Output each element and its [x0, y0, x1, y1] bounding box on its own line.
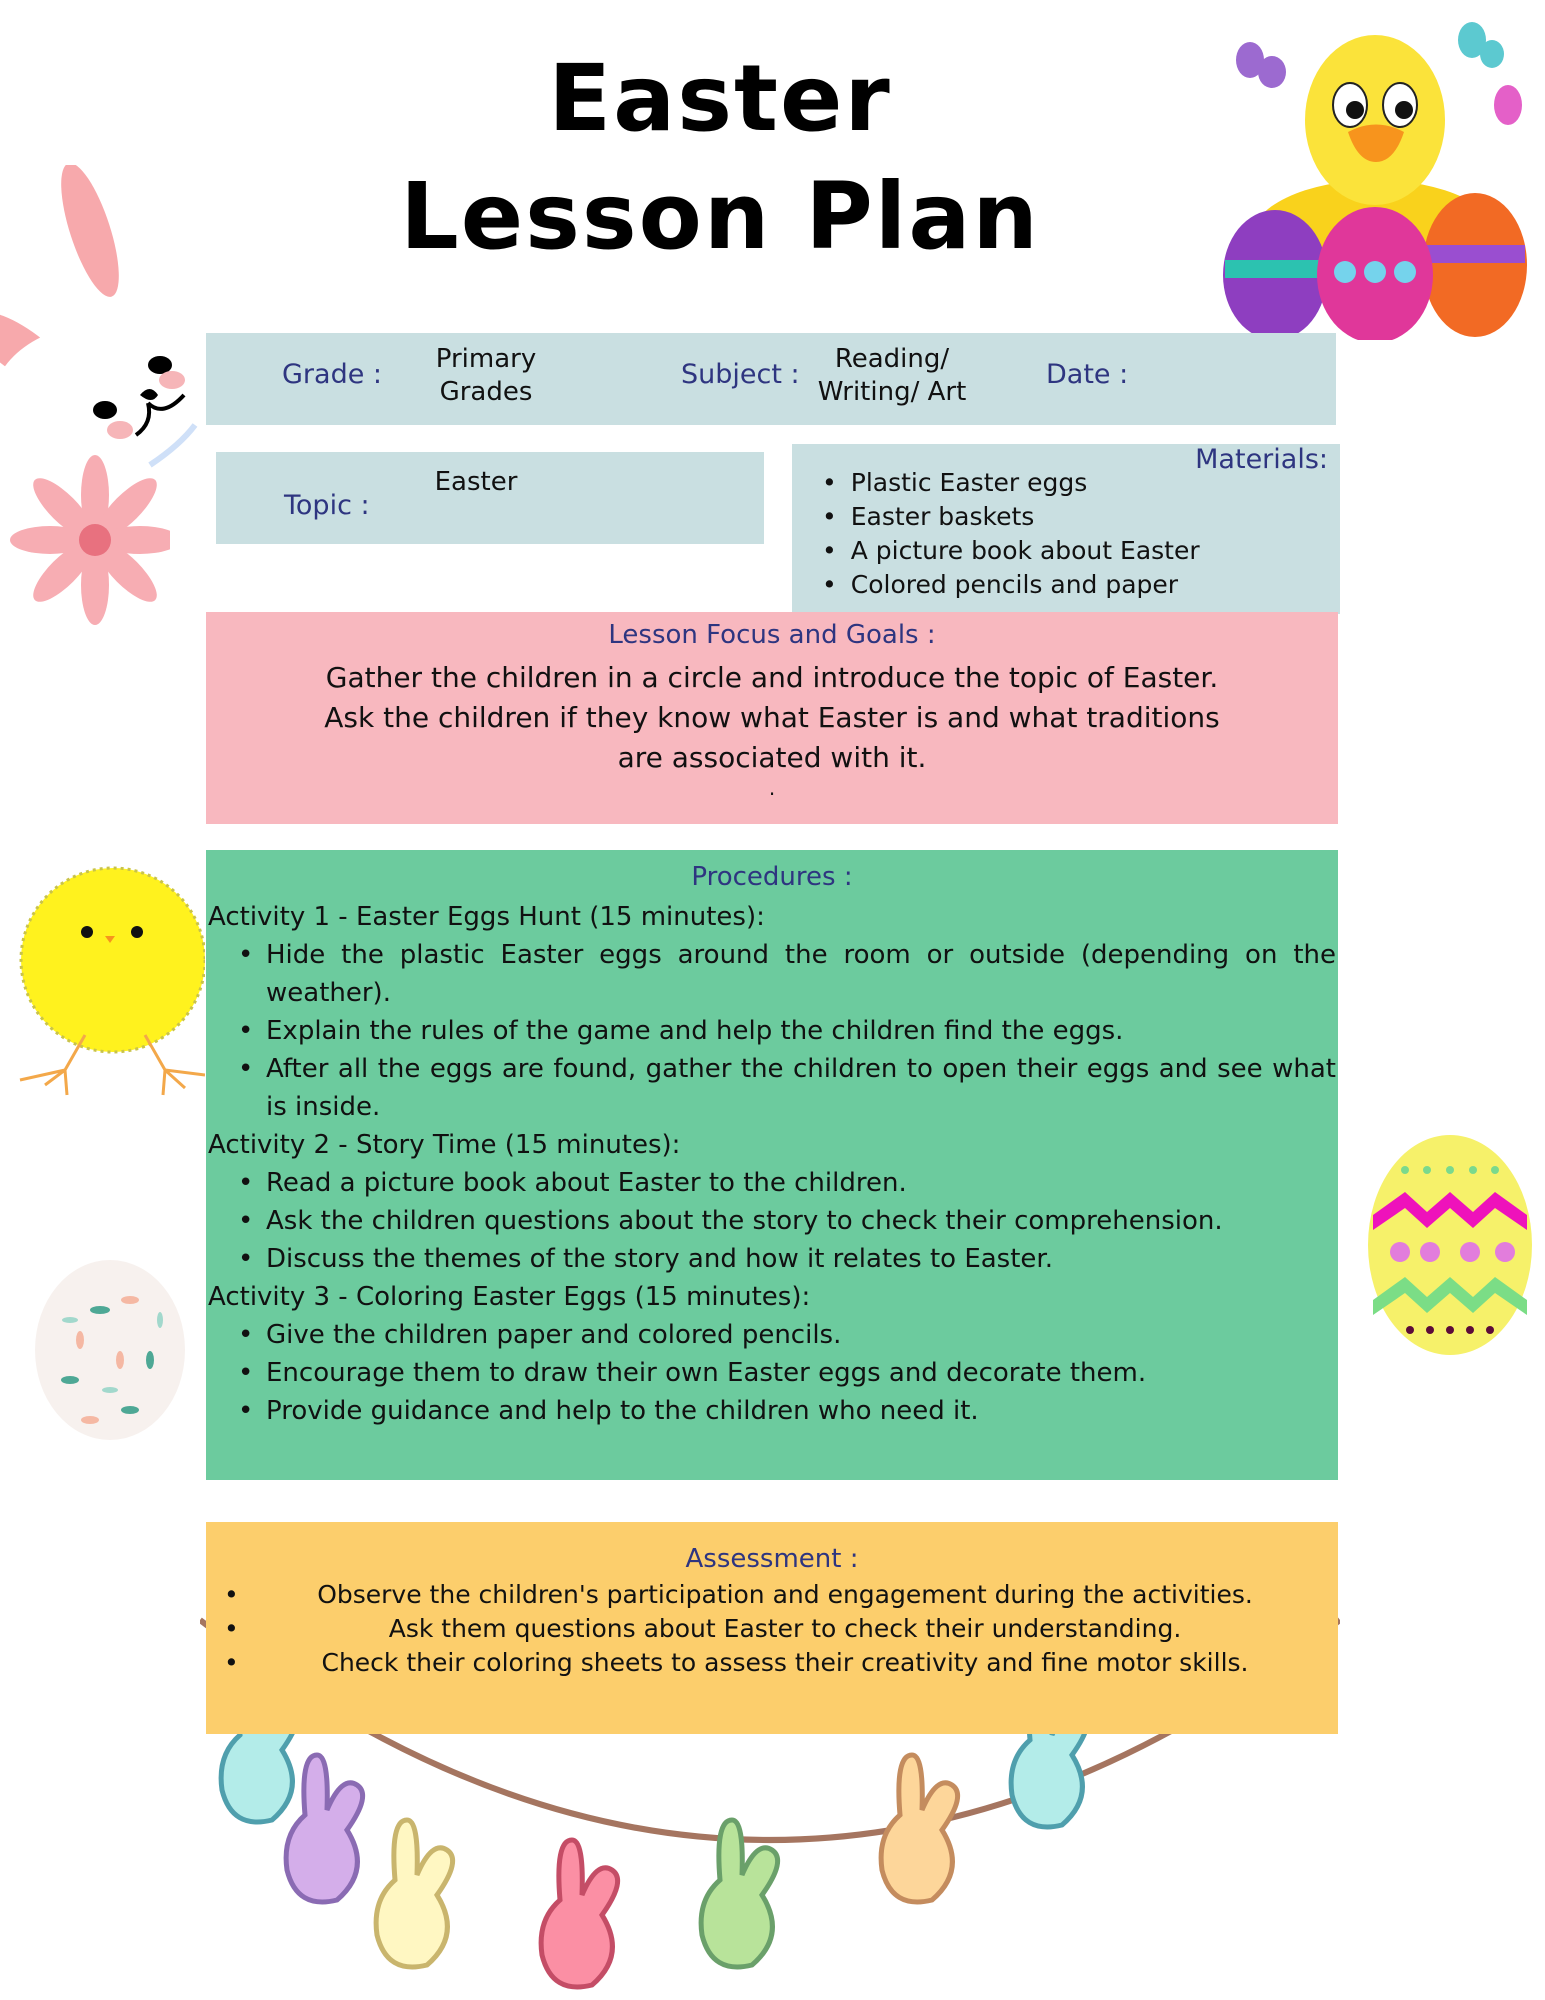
goals-trailing-dot: . — [768, 776, 776, 800]
flower-icon — [10, 455, 170, 625]
subject-value — [802, 343, 982, 409]
activity-title: Activity 2 - Story Time (15 minutes): — [208, 1130, 681, 1160]
subject-label: Subject : — [681, 359, 800, 390]
activity-step: • Discuss the themes of the story and how it relates to Easter. — [238, 1240, 1338, 1278]
topic-box — [216, 452, 764, 544]
assessment-heading: Assessment : — [685, 1544, 859, 1574]
procedures-heading: Procedures : — [691, 862, 853, 892]
activity-step: • Encourage them to draw their own Easter eggs and decorate them. — [238, 1354, 1338, 1392]
activity-1 — [206, 898, 1338, 1126]
goals-heading: Lesson Focus and Goals : — [608, 620, 936, 650]
title-line-2: Lesson Plan — [400, 163, 1040, 270]
activity-title: Activity 1 - Easter Eggs Hunt (15 minutes): — [208, 902, 765, 932]
activity-step: • Hide the plastic Easter eggs around the room or outside (depending on the weather). — [238, 936, 1338, 1012]
activity-step: • Provide guidance and help to the children who need it. — [238, 1392, 1338, 1430]
materials-item: • Plastic Easter eggs — [822, 466, 1200, 500]
chick-with-eggs-icon — [1210, 10, 1540, 340]
fluffy-chick-icon — [15, 860, 205, 1110]
bunny-icon — [0, 165, 210, 475]
assessment-item: • Observe the children's participation and engagement during the activities. — [206, 1578, 1338, 1612]
lesson-goals-box — [206, 612, 1338, 824]
speckled-egg-icon — [30, 1250, 190, 1440]
activity-step: • Give the children paper and colored pencils. — [238, 1316, 1338, 1354]
activity-step: • Ask the children questions about the story to check their comprehension. — [238, 1202, 1338, 1240]
activity-3 — [206, 1278, 1338, 1430]
grade-value — [406, 343, 566, 409]
page-title — [380, 40, 1060, 276]
goals-line-2: Ask the children if they know what Easter is and what traditions — [324, 701, 1220, 734]
assessment-item: • Ask them questions about Easter to check their understanding. — [206, 1612, 1338, 1646]
activity-steps — [208, 936, 1338, 1126]
assessment-list — [206, 1578, 1338, 1680]
materials-label: Materials: — [1195, 444, 1328, 475]
activity-step: • After all the eggs are found, gather the children to open their eggs and see what is inside. — [238, 1050, 1338, 1126]
info-row — [206, 333, 1336, 425]
assessment-item: • Check their coloring sheets to assess their creativity and fine motor skills. — [206, 1646, 1338, 1680]
title-line-1: Easter — [548, 45, 892, 152]
assessment-box — [206, 1522, 1338, 1734]
materials-list — [822, 466, 1200, 602]
activity-2 — [206, 1126, 1338, 1278]
grade-value-line-1: Primary — [435, 344, 537, 374]
materials-item: • Easter baskets — [822, 500, 1200, 534]
decorated-egg-icon — [1365, 1130, 1535, 1355]
activity-steps — [208, 1164, 1338, 1278]
grade-value-line-2: Grades — [439, 377, 533, 407]
date-value[interactable] — [1146, 359, 1316, 393]
topic-value: Easter — [434, 467, 518, 497]
activity-title: Activity 3 - Coloring Easter Eggs (15 minutes): — [208, 1282, 811, 1312]
activity-steps — [208, 1316, 1338, 1430]
date-label: Date : — [1046, 359, 1129, 390]
materials-item: • Colored pencils and paper — [822, 568, 1200, 602]
goals-text — [206, 658, 1338, 778]
goals-line-1: Gather the children in a circle and introduce the topic of Easter. — [325, 661, 1219, 694]
activity-step: • Read a picture book about Easter to the children. — [238, 1164, 1338, 1202]
materials-box — [792, 444, 1340, 614]
grade-label: Grade : — [282, 359, 382, 390]
goals-line-3: are associated with it. — [617, 741, 927, 774]
subject-value-line-1: Reading/ — [834, 344, 950, 374]
activity-step: • Explain the rules of the game and help the children find the eggs. — [238, 1012, 1338, 1050]
procedures-box — [206, 850, 1338, 1480]
topic-label: Topic : — [284, 490, 370, 521]
subject-value-line-2: Writing/ Art — [817, 377, 967, 407]
materials-item: • A picture book about Easter — [822, 534, 1200, 568]
